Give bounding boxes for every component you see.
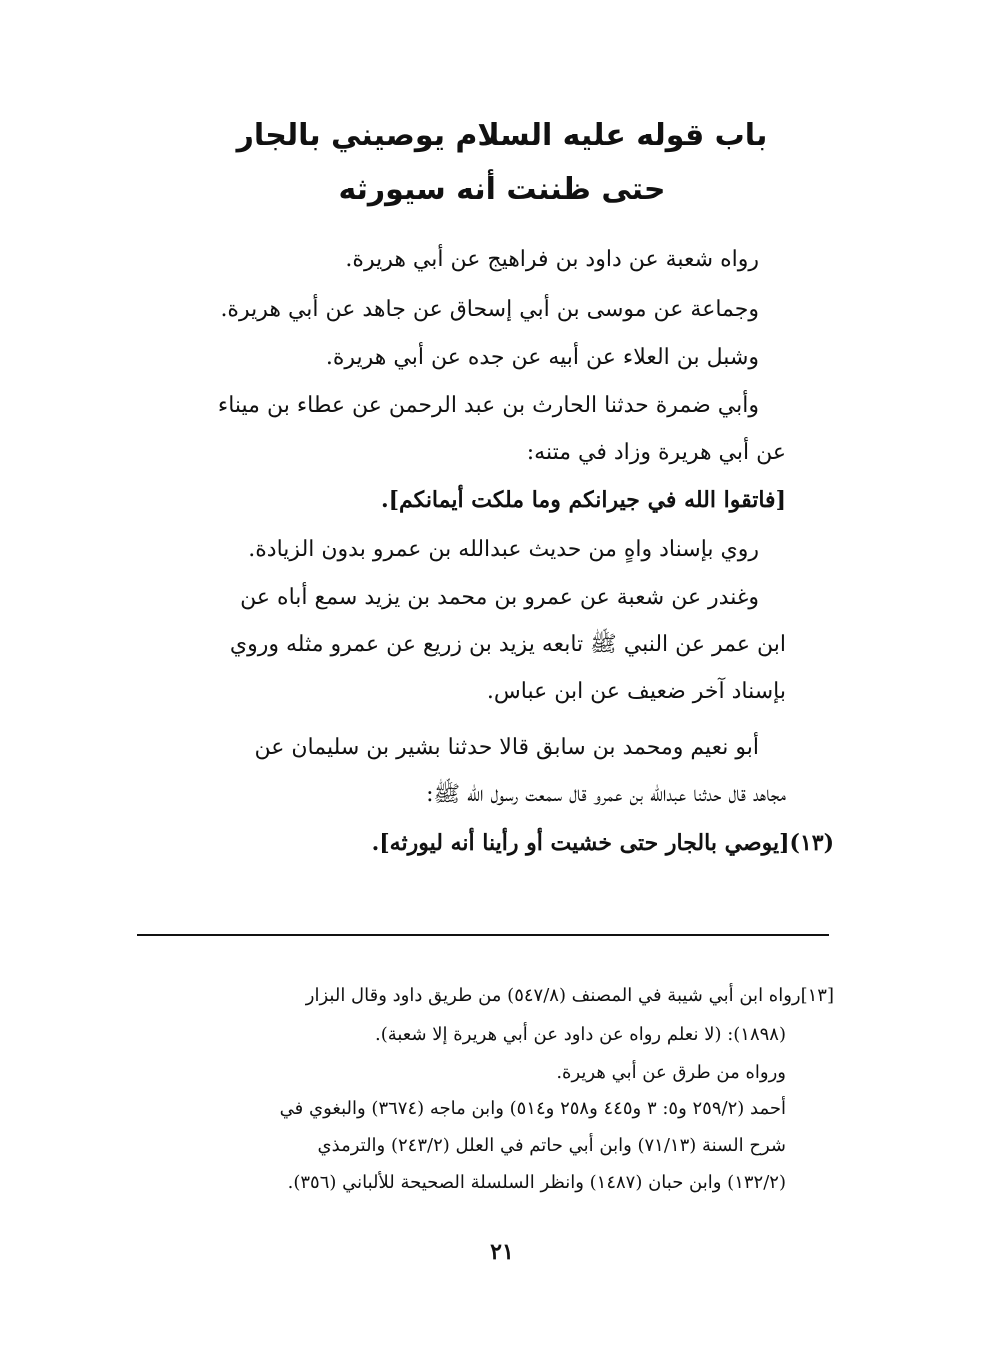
body-line-11: أبو نعيم ومحمد بن سابق قالا حدثنا بشير بن سليمان عن	[254, 735, 759, 760]
footnote-line-5: شرح السنة (٧١/١٣) وابن أبي حاتم في العلل (٢٤٣/٢) والترمذي	[317, 1135, 786, 1156]
body-line-7: روي بإسناد واهٍ من حديث عبدالله بن عمرو بدون الزيادة.	[248, 537, 759, 562]
body-line-13-hadith: (١٣)[يوصي بالجار حتى خشيت أو رأينا أنه ليورثه].	[371, 830, 834, 856]
footnote-line-6: (١٣٢/٢) وابن حبان (١٤٨٧) وانظر السلسلة الصحيحة للألباني (٣٥٦).	[287, 1172, 786, 1193]
body-line-2: وجماعة عن موسى بن أبي إسحاق عن جاهد عن أبي هريرة.	[220, 297, 759, 322]
body-line-3: وشبل بن العلاء عن أبيه عن جده عن أبي هريرة.	[325, 345, 759, 370]
footnote-line-4: أحمد (٢٥٩/٢ و٥: ٣ و٤٤٥ و٢٥٨ و٥١٤) وابن ماجه (٣٦٧٤) والبغوي في	[279, 1098, 786, 1119]
footnote-divider	[137, 934, 829, 936]
footnote-line-2: (١٨٩٨): (لا نعلم رواه عن داود عن أبي هريرة إلا شعبة).	[374, 1024, 786, 1045]
body-line-4: وأبي ضمرة حدثنا الحارث بن عبد الرحمن عن عطاء بن ميناء	[217, 393, 759, 418]
chapter-title-line-1: باب قوله عليه السلام يوصيني بالجار	[236, 118, 768, 153]
body-line-12: مجاهد قال حدثنا عبدالله بن عمرو قال سمعت رسول الله ﷺ:	[426, 782, 786, 807]
page-number: ٢١	[490, 1239, 514, 1265]
body-line-10: بإسناد آخر ضعيف عن ابن عباس.	[486, 679, 786, 704]
body-line-5: عن أبي هريرة وزاد في متنه:	[526, 440, 786, 465]
footnote-line-3: ورواه من طرق عن أبي هريرة.	[556, 1062, 786, 1083]
body-line-1: رواه شعبة عن داود بن فراهيج عن أبي هريرة.	[345, 247, 759, 272]
chapter-title-line-2: حتى ظننت أنه سيورثه	[338, 172, 666, 207]
body-line-6-quote: [فاتقوا الله في جيرانكم وما ملكت أيمانكم].	[380, 487, 786, 513]
footnote-line-1: [١٣]رواه ابن أبي شيبة في المصنف (٥٤٧/٨) من طريق داود وقال البزار	[305, 985, 834, 1006]
body-line-8: وغندر عن شعبة عن عمرو بن محمد بن يزيد سمع أباه عن	[240, 585, 759, 610]
body-line-9: ابن عمر عن النبي ﷺ تابعه يزيد بن زريع عن عمرو مثله وروي	[229, 632, 786, 657]
